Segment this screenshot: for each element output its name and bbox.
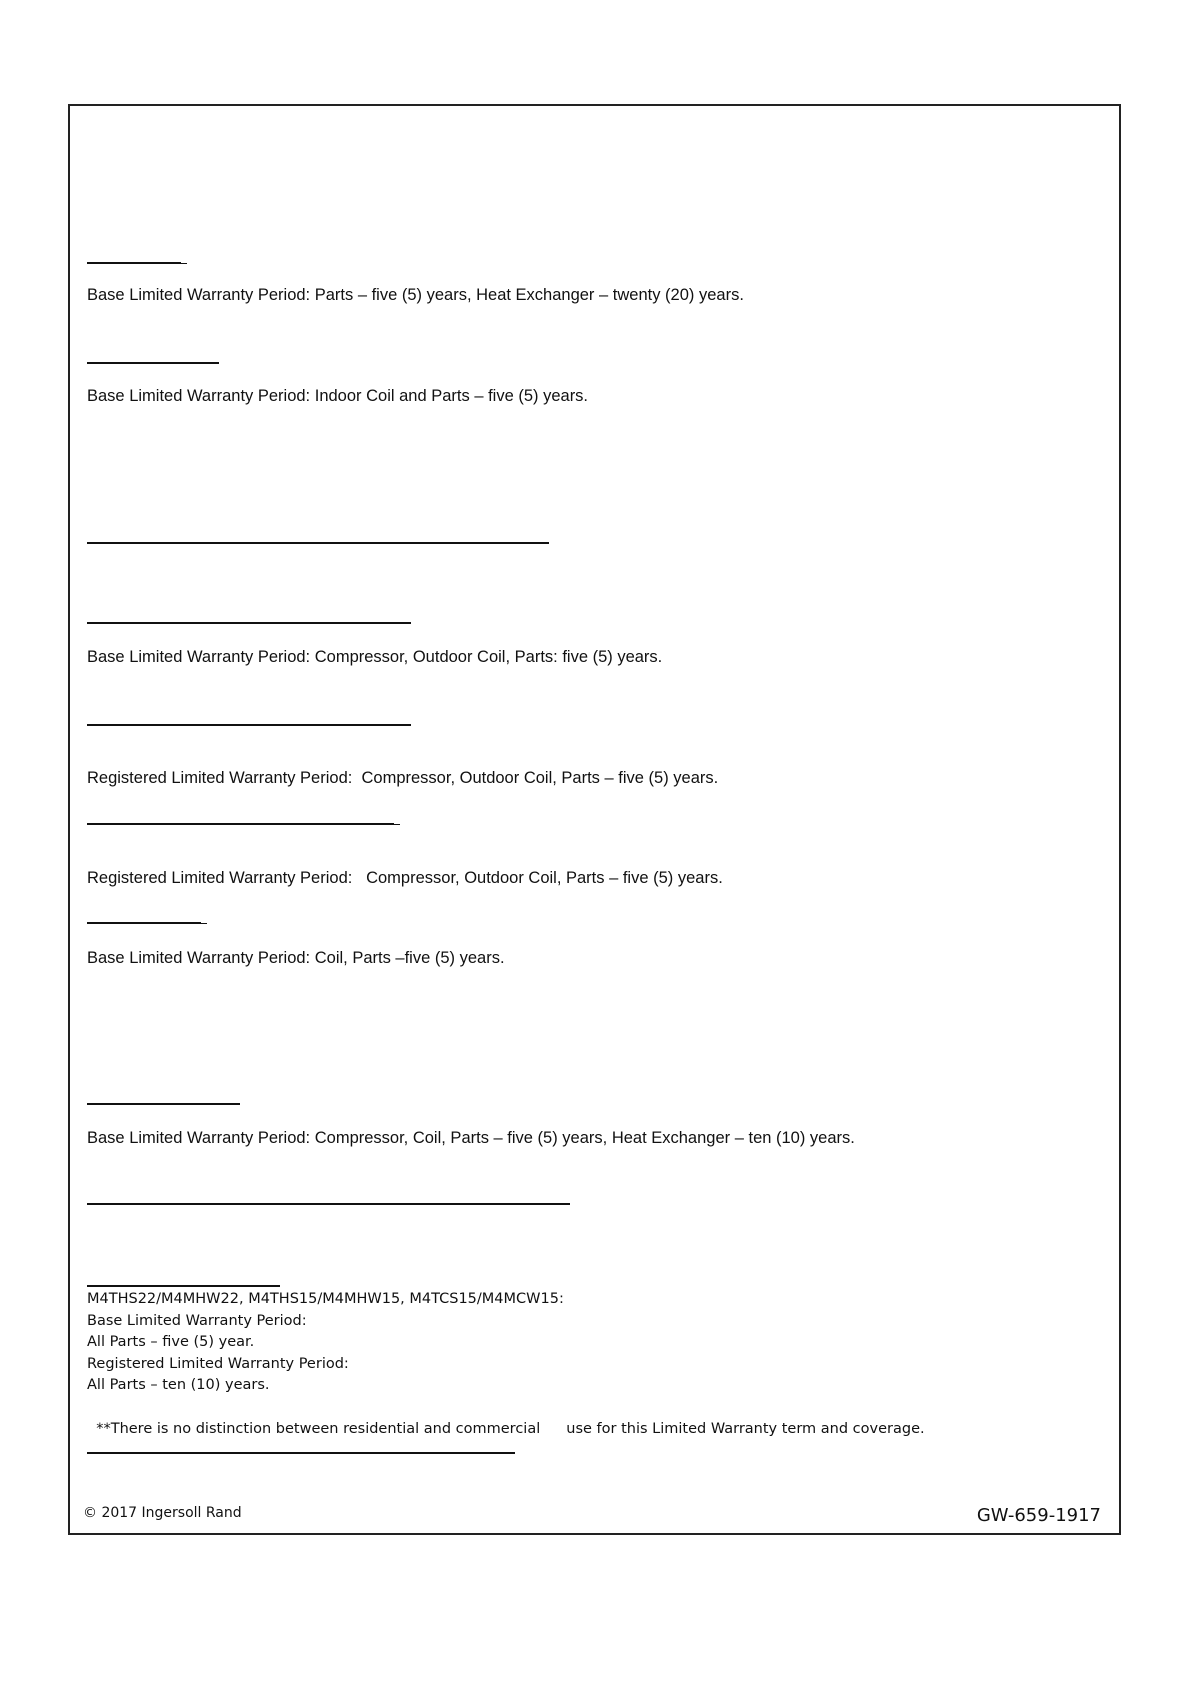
registered-period-label: Registered Limited Warranty Period: <box>87 1356 349 1372</box>
distinction-note-part2: use for this Limited Warranty term and coverage. <box>566 1420 925 1437</box>
heading-rule <box>87 1103 240 1105</box>
document-code: GW-659-1917 <box>976 1505 1101 1526</box>
base-period-value: All Parts – five (5) year. <box>87 1334 255 1350</box>
heading-rule <box>87 262 181 264</box>
warranty-line-furnace: Base Limited Warranty Period: Parts – five (5) years, Heat Exchanger – twenty (20) years. <box>87 286 744 304</box>
heading-rule <box>87 823 394 825</box>
heading-rule <box>87 1452 515 1454</box>
heading-rule <box>87 542 549 544</box>
warranty-line-coil-parts: Base Limited Warranty Period: Coil, Parts –five (5) years. <box>87 949 505 967</box>
warranty-line-packaged: Base Limited Warranty Period: Compressor, Coil, Parts – five (5) years, Heat Exchanger – ten (10) years. <box>87 1129 855 1147</box>
heading-rule <box>87 1285 280 1287</box>
copyright: © 2017 Ingersoll Rand <box>83 1505 242 1521</box>
heading-rule <box>87 724 411 726</box>
warranty-line-outdoor-base: Base Limited Warranty Period: Compressor, Outdoor Coil, Parts: five (5) years. <box>87 648 663 666</box>
warranty-line-indoor-coil: Base Limited Warranty Period: Indoor Coil and Parts – five (5) years. <box>87 387 589 405</box>
base-period-label: Base Limited Warranty Period: <box>87 1313 307 1329</box>
heading-rule <box>87 362 219 364</box>
heading-rule <box>87 922 201 924</box>
warranty-line-outdoor-registered: Registered Limited Warranty Period: Compressor, Outdoor Coil, Parts – five (5) years. <box>87 869 723 887</box>
registered-period-value: All Parts – ten (10) years. <box>87 1377 270 1393</box>
heading-rule <box>87 1203 570 1205</box>
heading-rule <box>87 622 411 624</box>
models-line: M4THS22/M4MHW22, M4THS15/M4MHW15, M4TCS15/M4MCW15: <box>87 1291 564 1307</box>
distinction-note-part1: **There is no distinction between residential and commercial <box>96 1420 541 1437</box>
distinction-note <box>87 1397 925 1440</box>
warranty-line-outdoor-registered: Registered Limited Warranty Period: Compressor, Outdoor Coil, Parts – five (5) years. <box>87 769 719 787</box>
